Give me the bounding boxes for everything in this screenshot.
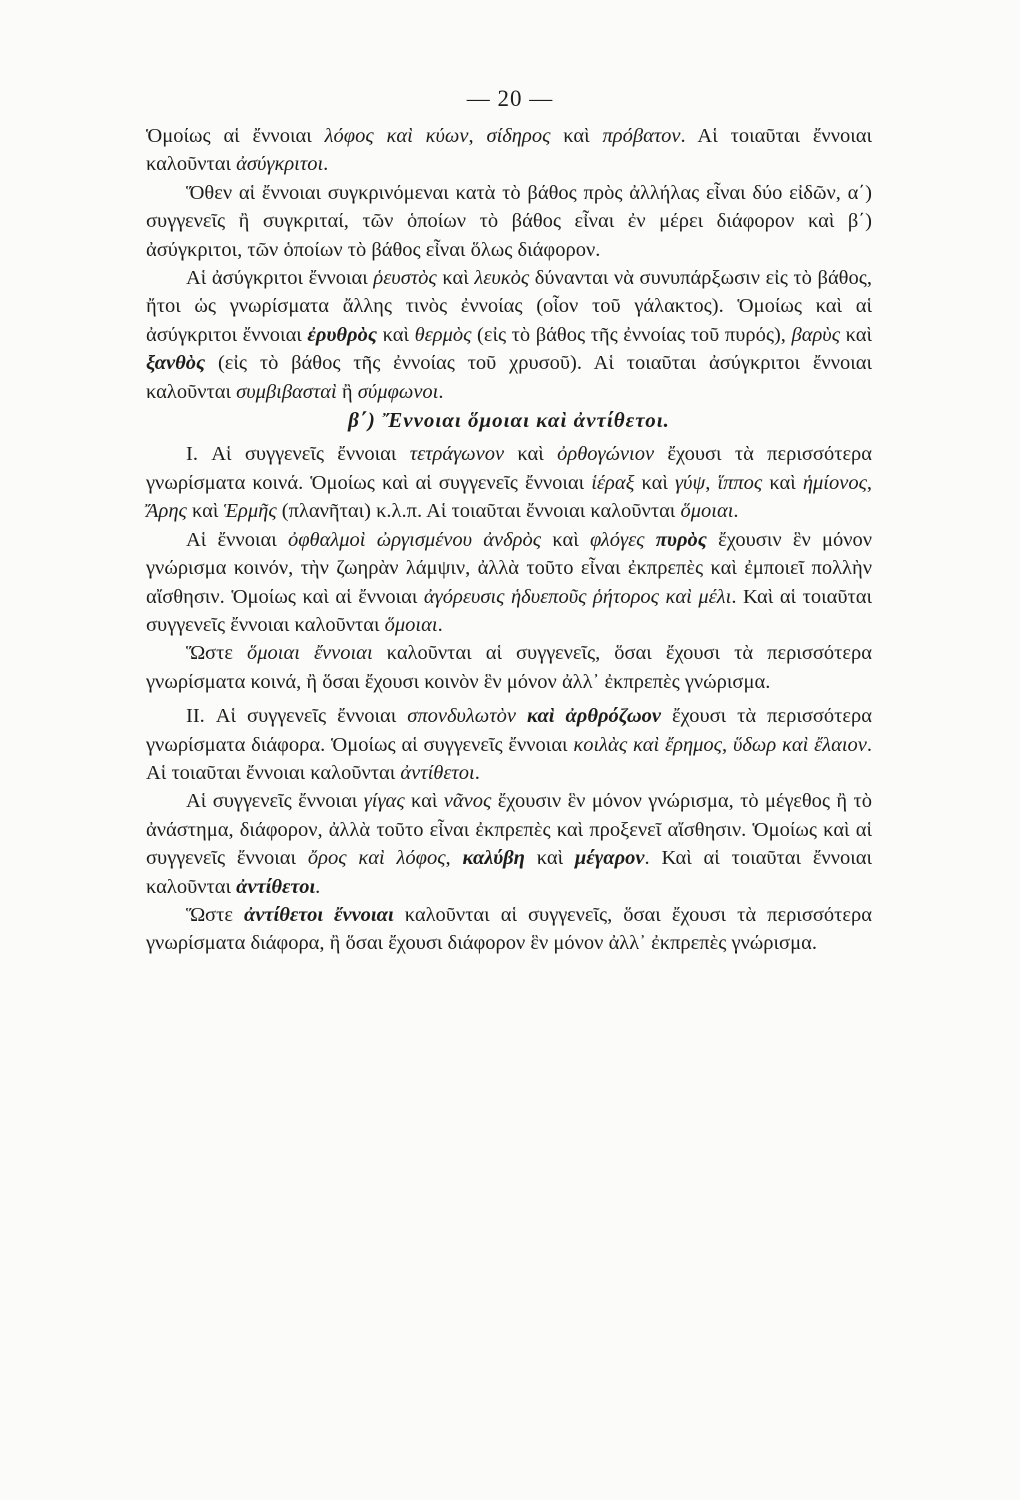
italic-term: ὕδωρ καὶ ἔλαιον [732, 733, 867, 756]
bold-italic-term: μέγαρον [574, 847, 645, 870]
italic-term: ἡμίονος [802, 471, 867, 494]
italic-term: σπονδυλωτὸν [407, 705, 516, 728]
italic-term: ὅμοιαι ἔννοιαι [246, 642, 373, 665]
paragraph-p7 [146, 702, 872, 787]
text-run: ἔχουσιν ἓν μόνον γνώρισμα, τὸ μέγεθος ἢ τὸ ἀνάστημα, διάφορον, ἀλλὰ τοῦτο εἶναι ἐκπρεπὲς καὶ προξενεῖ αἴσθησιν. Ὁμοίως καὶ αἱ συγγενεῖς ἔννοιαι [146, 790, 872, 870]
page-number: — 20 — [466, 86, 554, 111]
italic-term: ὅμοιαι [384, 613, 438, 636]
text-run: II. Αἱ συγγενεῖς ἔννοιαι [186, 705, 408, 728]
text-run: Ὥστε [186, 642, 247, 665]
section-heading [146, 406, 872, 434]
bold-italic-term: καὶ ἀρθρόζωον [526, 705, 661, 728]
text-run: , [866, 471, 873, 494]
italic-term: ὀφθαλμοὶ ὠργισμένου ἀνδρὸς [287, 528, 542, 551]
text-run: . [474, 761, 480, 784]
text-run: καὶ [436, 267, 475, 290]
text-run: Αἱ ἀσύγκριτοι ἔννοιαι [186, 267, 374, 290]
italic-term: ῥευστὸς [373, 267, 437, 290]
text-run: (εἰς τὸ βάθος τῆς ἐννοίας τοῦ χρυσοῦ). Αἱ τοιαῦται ἀσύγκριτοι ἔννοιαι καλοῦνται [146, 352, 872, 403]
text-run: καὶ [524, 847, 575, 870]
italic-term: κοιλὰς καὶ ἔρημος [573, 733, 722, 756]
italic-term: θερμὸς [414, 323, 472, 346]
italic-term: Ἑρμῆς [223, 500, 277, 523]
italic-term: τετράγωνον [409, 443, 505, 466]
text-run: Αἱ ἔννοιαι [186, 528, 288, 551]
paragraph-p1 [146, 122, 872, 179]
italic-term: ὅμοιαι [680, 500, 734, 523]
italic-term: νᾶνος [443, 790, 492, 813]
italic-term: καὶ κύων [386, 125, 469, 147]
text-run [347, 847, 359, 869]
text-run: Ὁμοίως αἱ ἔννοιαι [146, 125, 325, 147]
text-run: καὶ [840, 323, 873, 346]
text-run: ἔχουσι τὰ περισσότερα γνωρίσματα κοινά. Ὁμοίως καὶ αἱ συγγενεῖς ἔννοιαι [146, 443, 873, 494]
text-run: καὶ [186, 500, 224, 523]
italic-term: βαρὺς [791, 323, 841, 346]
bold-italic-term: ξανθὸς [146, 352, 206, 375]
italic-term: ἀγόρευσις ἡδυεποῦς ῥήτορος [423, 585, 659, 608]
italic-term: ἱέραξ [591, 471, 635, 494]
bold-italic-term: ἀντίθετοι ἔννοιαι [243, 903, 394, 926]
bold-italic-term: ἐρυθρὸς [307, 323, 378, 346]
text-run: ἔχουσι τὰ περισσότερα γνωρίσματα διάφορα. Ὁμοίως αἱ συγγενεῖς ἔννοιαι [146, 705, 873, 756]
body-text [146, 122, 872, 958]
text-run: . [733, 500, 739, 523]
italic-term: συμβιβασταὶ [236, 380, 337, 403]
text-run: . [323, 153, 329, 176]
text-run: ἔχουσιν ἓν μόνον γνώρισμα κοινόν, τὴν ζωηρὰν λάμψιν, ἀλλὰ τοῦτο εἶναι ἐκπρεπὲς καὶ ἐμποιεῖ πολλὴν αἴσθησιν. Ὁμοίως καὶ αἱ ἔννοιαι [146, 528, 873, 608]
italic-term: γύψ [674, 471, 706, 494]
italic-term: ἵππος [717, 471, 763, 494]
paragraph-p8 [146, 787, 872, 901]
italic-term: λόφος [324, 125, 374, 147]
italic-term: πρόβατον [602, 125, 681, 147]
text-run: β΄) Ἔννοιαι ὅμοιαι καὶ ἀντίθετοι. [348, 408, 670, 433]
text-run: καὶ [504, 443, 558, 466]
italic-term: λευκὸς [474, 267, 530, 290]
text-run: δύνανται νὰ συνυπάρξωσιν εἰς τὸ βάθος, ἤτοι ὡς γνωρίσματα ἄλλης τινὸς ἐννοίας (οἷον τοῦ γάλακτος). Ὁμοίως καὶ αἱ ἀσύγκριτοι ἔννοιαι [146, 267, 872, 346]
text-run: . [437, 613, 443, 636]
italic-term: ἀσύγκριτοι [236, 153, 324, 176]
text-run: . [438, 380, 444, 403]
text-run: . Αἱ τοιαῦται ἔννοιαι καλοῦνται [146, 733, 872, 784]
text-run: . Καὶ αἱ τοιαῦται ἔννοιαι καλοῦνται [146, 847, 872, 898]
text-run: καὶ [762, 471, 803, 494]
italic-term: γίγας [363, 790, 405, 813]
italic-term: ὄρος [307, 847, 347, 870]
text-run: καὶ [541, 528, 590, 551]
paragraph-p2 [146, 179, 872, 264]
text-run: (εἰς τὸ βάθος τῆς ἐννοίας τοῦ πυρός), [471, 323, 792, 346]
italic-term: ἀντίθετοι [400, 761, 475, 784]
text-run [644, 529, 655, 551]
italic-term: ὀρθογώνιον [557, 443, 655, 466]
bold-italic-term: πυρὸς [655, 528, 707, 551]
text-run: ἢ [336, 380, 358, 403]
italic-term: καὶ μέλι [665, 585, 732, 608]
italic-term: φλόγες [589, 528, 645, 551]
text-run: Αἱ συγγενεῖς ἔννοιαι [186, 790, 364, 813]
paragraph-p3 [146, 264, 872, 406]
text-run: , [468, 125, 487, 147]
text-run [374, 125, 387, 147]
paragraph-p4 [146, 440, 872, 525]
text-run: Ὥστε [186, 903, 244, 926]
text-run: (πλανῆται) κ.λ.π. Αἱ τοιαῦται ἔννοιαι καλοῦνται [276, 500, 681, 523]
text-run: καλοῦνται αἱ συγγενεῖς, ὅσαι ἔχουσι τὰ περισσότερα γνωρίσματα διάφορα, ἢ ὅσαι ἔχουσι διάφορον ἓν μόνον ἀλλ᾽ ἐκπρεπὲς γνώρισμα. [146, 903, 872, 955]
italic-term: σίδηρος [486, 125, 551, 147]
text-run: καὶ [404, 790, 444, 813]
italic-term: καὶ λόφος [358, 847, 446, 870]
paragraph-p9 [146, 901, 872, 958]
paragraph-p5 [146, 526, 872, 640]
text-run: καὶ [550, 125, 603, 147]
bold-italic-term: καλύβη [462, 847, 525, 870]
text-run: καὶ [634, 471, 675, 494]
text-run: . Καὶ αἱ τοιαῦται συγγενεῖς ἔννοιαι καλοῦνται [146, 585, 872, 636]
text-run: καλοῦνται αἱ συγγενεῖς, ὅσαι ἔχουσι τὰ περισσότερα γνωρίσματα κοινά, ἢ ὅσαι ἔχουσι κοινὸν ἓν μόνον ἀλλ᾽ ἐκπρεπὲς γνώρισμα. [146, 642, 872, 693]
text-run: , [445, 847, 463, 870]
italic-term: σύμφωνοι [357, 380, 439, 403]
text-run [516, 705, 527, 727]
italic-term: Ἄρης [146, 500, 187, 523]
bold-italic-term: ἀντίθετοι [236, 875, 316, 898]
text-run: καὶ [377, 323, 415, 346]
text-run: , [705, 471, 718, 494]
paragraph-p6 [146, 639, 872, 696]
text-run: , [722, 733, 733, 756]
text-run: . Αἱ τοιαῦται ἔννοιαι καλοῦνται [146, 125, 872, 176]
text-run: I. Αἱ συγγενεῖς ἔννοιαι [186, 443, 410, 466]
text-run: . [315, 875, 321, 898]
text-run: Ὅθεν αἱ ἔννοιαι συγκρινόμεναι κατὰ τὸ βάθος πρὸς ἀλλήλας εἶναι δύο εἰδῶν, α΄) συγγενεῖς ἢ συγκριταί, τῶν ὁποίων τὸ βάθος εἶναι ἐν μέρει διάφορον καὶ β΄) ἀσύγκριτοι, τῶν ὁποίων τὸ βάθος εἶναι ὅλως διάφορον. [146, 181, 872, 261]
